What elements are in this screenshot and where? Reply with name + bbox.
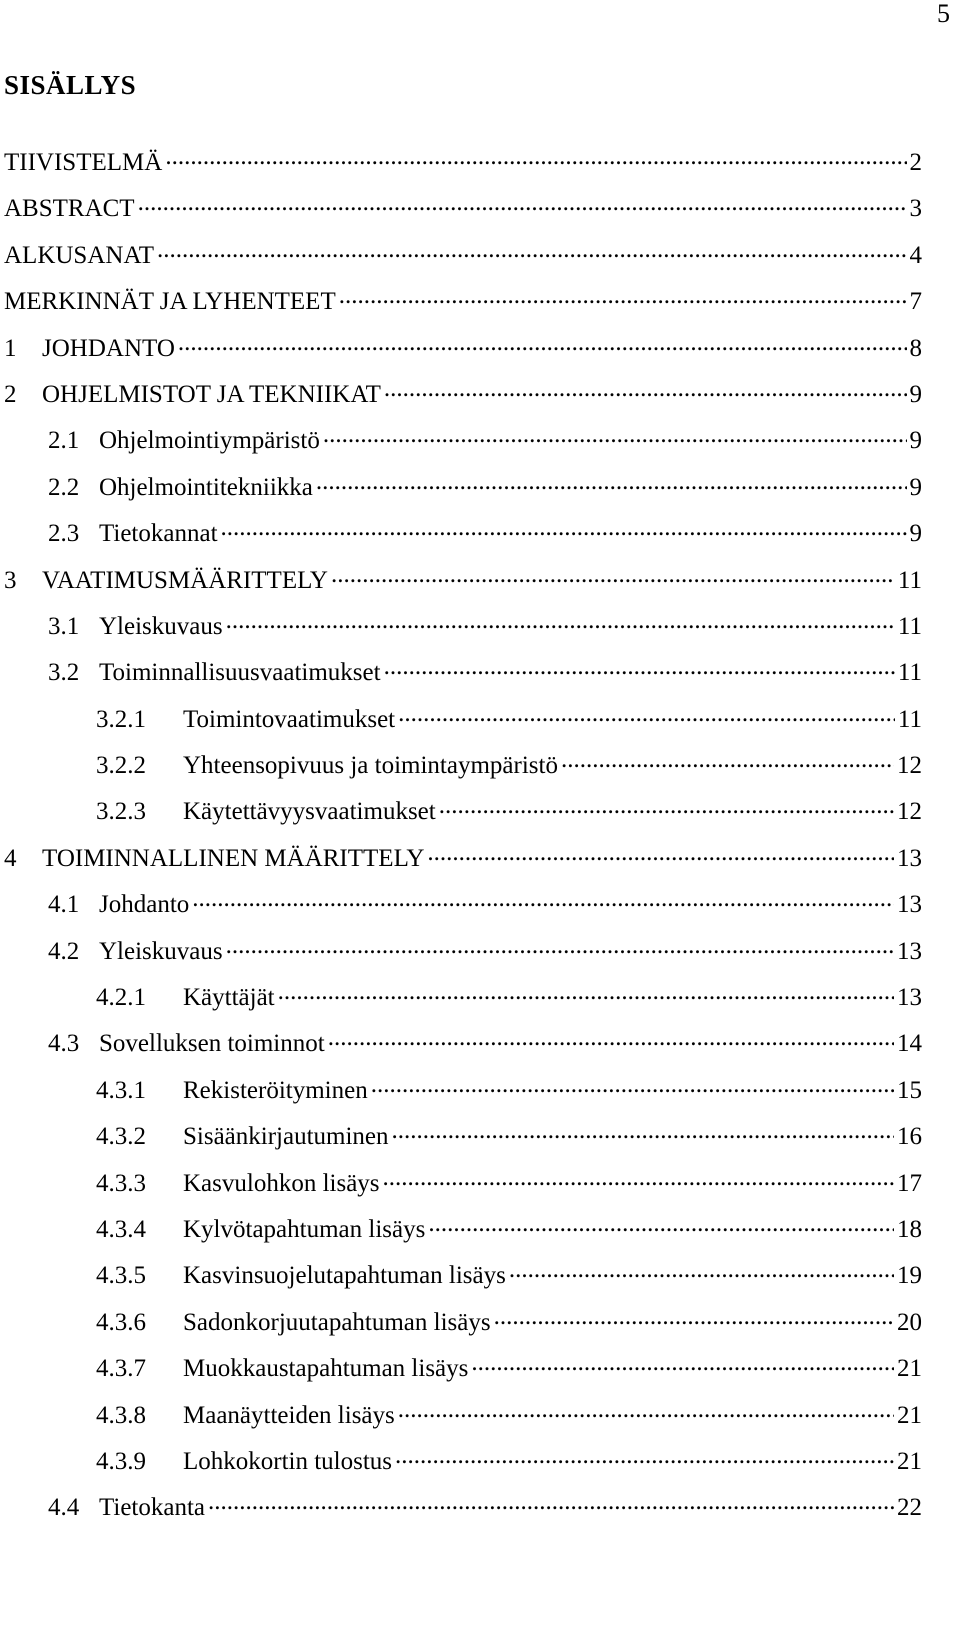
toc-entry-number: 4.3.6	[96, 1308, 146, 1336]
page-number: 5	[937, 0, 950, 28]
toc-entry-number: 4.4	[48, 1494, 80, 1522]
toc-entry-label: Rekisteröityminen	[183, 1076, 368, 1104]
toc-dot-leader	[165, 144, 906, 170]
toc-entry-label: VAATIMUSMÄÄRITTELY	[42, 566, 328, 594]
toc-entry-page: 11	[897, 566, 922, 594]
toc-entry[interactable]	[4, 558, 922, 604]
toc-entry-label: Sisäänkirjautuminen	[183, 1123, 389, 1151]
toc-entry-page: 11	[897, 659, 922, 687]
toc-entry[interactable]	[4, 1346, 922, 1392]
toc-dot-leader	[208, 1489, 894, 1515]
toc-title: SISÄLLYS	[4, 70, 137, 100]
toc-entry-label: TIIVISTELMÄ	[4, 149, 163, 176]
toc-entry-page: 9	[909, 520, 922, 548]
toc-entry-number: 2.2	[48, 473, 80, 501]
toc-entry-label: Kylvötapahtuman lisäys	[183, 1215, 426, 1243]
toc-entry-page: 11	[897, 612, 922, 640]
toc-entry-number: 4.3.4	[96, 1215, 146, 1243]
toc-entry-number: 4.2	[48, 937, 80, 965]
toc-entry-page: 11	[897, 705, 922, 733]
toc-dot-leader	[157, 237, 907, 263]
toc-dot-leader	[427, 840, 894, 866]
toc-entry-label: TOIMINNALLINEN MÄÄRITTELY	[42, 844, 425, 872]
toc-entry-page: 21	[897, 1401, 922, 1429]
toc-entry-page: 12	[897, 752, 922, 780]
toc-dot-leader	[339, 283, 907, 309]
toc-entry-page: 9	[909, 473, 922, 501]
toc-dot-leader	[323, 422, 907, 448]
toc-entry-label: Ohjelmointitekniikka	[99, 473, 313, 501]
toc-entry-label: Kasvinsuojelutapahtuman lisäys	[183, 1262, 506, 1290]
toc-dot-leader	[395, 1443, 894, 1469]
toc-entry[interactable]	[4, 418, 922, 464]
toc-entry-number: 3.2.2	[96, 752, 146, 780]
toc-entry-number: 2.1	[48, 427, 80, 455]
toc-dot-leader	[371, 1072, 894, 1098]
toc-entry-label: Muokkaustapahtuman lisäys	[183, 1355, 469, 1383]
toc-dot-leader	[384, 654, 895, 680]
toc-entry[interactable]	[4, 372, 922, 418]
toc-dot-leader	[561, 747, 894, 773]
toc-dot-leader	[398, 701, 895, 727]
toc-entry[interactable]	[4, 1114, 922, 1160]
toc-entry-page: 4	[909, 241, 922, 269]
toc-entry[interactable]	[4, 326, 922, 372]
toc-entry-number: 3	[4, 566, 17, 594]
toc-dot-leader	[494, 1304, 894, 1330]
toc-entry-number: 4.3	[48, 1030, 80, 1058]
toc-entry-label: Yleiskuvaus	[99, 937, 223, 965]
toc-entry[interactable]	[4, 1021, 922, 1067]
toc-dot-leader	[392, 1118, 894, 1144]
toc-entry-label: Ohjelmointiympäristö	[99, 427, 320, 455]
toc-entry[interactable]	[4, 186, 922, 232]
toc-entry-number: 4.3.1	[96, 1076, 146, 1104]
toc-entry-label: Toiminnallisuusvaatimukset	[99, 659, 381, 687]
toc-entry-number: 3.2.1	[96, 705, 146, 733]
toc-entry-number: 4.1	[48, 891, 80, 919]
toc-entry-page: 2	[909, 149, 922, 176]
toc-entry-label: Käyttäjät	[183, 984, 275, 1012]
toc-dot-leader	[384, 376, 907, 402]
toc-entry-label: Maanäytteiden lisäys	[183, 1401, 395, 1429]
toc-entry[interactable]	[4, 1207, 922, 1253]
toc-entry-label: Tietokannat	[99, 520, 218, 548]
toc-entry-label: Yleiskuvaus	[99, 612, 223, 640]
toc-entry-number: 3.2	[48, 659, 80, 687]
toc-entry-page: 13	[897, 891, 922, 919]
toc-entry-number: 3.2.3	[96, 798, 146, 826]
toc-entry-number: 4.3.8	[96, 1401, 146, 1429]
toc-entry[interactable]	[4, 279, 922, 325]
toc-dot-leader	[331, 562, 895, 588]
toc-entry-label: Johdanto	[99, 891, 190, 919]
toc-dot-leader	[226, 608, 895, 634]
toc-entry-page: 16	[897, 1123, 922, 1151]
toc-entry-number: 4.2.1	[96, 984, 146, 1012]
toc-entry-label: Yhteensopivuus ja toimintaympäristö	[183, 752, 558, 780]
toc-entry[interactable]	[4, 1068, 922, 1114]
toc-entry-number: 4	[4, 844, 17, 872]
toc-entry-page: 18	[897, 1215, 922, 1243]
toc-entry-page: 13	[897, 844, 922, 872]
toc-entry-label: OHJELMISTOT JA TEKNIIKAT	[42, 380, 381, 408]
toc-dot-leader	[383, 1165, 894, 1191]
toc-dot-leader	[471, 1350, 894, 1376]
toc-entry-label: Lohkokortin tulostus	[183, 1447, 393, 1475]
toc-entry-label: JOHDANTO	[42, 334, 175, 362]
toc-entry[interactable]	[4, 882, 922, 928]
toc-entry[interactable]	[4, 233, 922, 279]
toc-dot-leader	[178, 330, 907, 356]
toc-entry[interactable]	[4, 789, 922, 835]
toc-dot-leader	[509, 1257, 894, 1283]
toc-entry-page: 22	[897, 1494, 922, 1522]
toc-entry-label: MERKINNÄT JA LYHENTEET	[4, 288, 336, 316]
toc-entry[interactable]	[4, 1393, 922, 1439]
toc-dot-leader	[226, 933, 894, 959]
toc-entry-number: 2.3	[48, 520, 80, 548]
toc-entry-label: Toimintovaatimukset	[183, 705, 396, 733]
toc-entry-page: 21	[897, 1355, 922, 1383]
toc-entry[interactable]	[4, 1439, 922, 1485]
toc-entry-number: 4.3.3	[96, 1169, 146, 1197]
toc-dot-leader	[192, 886, 894, 912]
toc-entry[interactable]	[4, 650, 922, 696]
toc-entry-page: 8	[909, 334, 922, 362]
toc-entry-page: 17	[897, 1169, 922, 1197]
toc-dot-leader	[439, 793, 894, 819]
toc-entry-page: 15	[897, 1076, 922, 1104]
toc-entry-label: Tietokanta	[99, 1494, 206, 1522]
toc-entry-label: Käytettävyysvaatimukset	[183, 798, 436, 826]
toc-entry-page: 14	[897, 1030, 922, 1058]
toc-entry-number: 4.3.2	[96, 1123, 146, 1151]
toc-entry-number: 4.3.9	[96, 1447, 146, 1475]
toc-entry[interactable]	[4, 975, 922, 1021]
toc-entry-page: 12	[897, 798, 922, 826]
toc-entry-page: 9	[909, 380, 922, 408]
toc-entry-number: 1	[4, 334, 17, 362]
toc-entry-label: ABSTRACT	[4, 195, 135, 223]
toc-entry[interactable]	[4, 604, 922, 650]
toc-entry-page: 13	[897, 984, 922, 1012]
toc-entry-number: 4.3.5	[96, 1262, 146, 1290]
toc-dot-leader	[316, 469, 907, 495]
toc-entry[interactable]	[4, 1161, 922, 1207]
toc-entry-page: 9	[909, 427, 922, 455]
toc-entry[interactable]	[4, 1485, 922, 1531]
toc-entry-number: 3.1	[48, 612, 80, 640]
toc-dot-leader	[398, 1397, 894, 1423]
toc-entry-number: 4.3.7	[96, 1355, 146, 1383]
toc-entry-page: 13	[897, 937, 922, 965]
toc-entry-label: Kasvulohkon lisäys	[183, 1169, 380, 1197]
toc-entry[interactable]	[4, 1300, 922, 1346]
toc-entry-page: 7	[909, 288, 922, 316]
toc-entry[interactable]	[4, 140, 922, 186]
toc-entry-page: 20	[897, 1308, 922, 1336]
toc-entry-label: Sovelluksen toiminnot	[99, 1030, 325, 1058]
toc-dot-leader	[278, 979, 894, 1005]
toc-entry-label: ALKUSANAT	[4, 241, 154, 269]
toc-entry[interactable]	[4, 836, 922, 882]
toc-entry-page: 19	[897, 1262, 922, 1290]
toc-dot-leader	[138, 190, 907, 216]
toc-entry[interactable]	[4, 1253, 922, 1299]
toc-dot-leader	[221, 515, 907, 541]
toc-entry[interactable]	[4, 697, 922, 743]
toc-entry[interactable]	[4, 929, 922, 975]
toc-entry-number: 2	[4, 380, 17, 408]
toc-entry-label: Sadonkorjuutapahtuman lisäys	[183, 1308, 491, 1336]
toc-dot-leader	[428, 1211, 894, 1237]
toc-entry[interactable]	[4, 465, 922, 511]
toc-entry-page: 21	[897, 1447, 922, 1475]
toc-entry[interactable]	[4, 743, 922, 789]
table-of-contents	[4, 140, 922, 1532]
toc-entry-page: 3	[909, 195, 922, 223]
toc-entry[interactable]	[4, 511, 922, 557]
toc-dot-leader	[328, 1025, 894, 1051]
